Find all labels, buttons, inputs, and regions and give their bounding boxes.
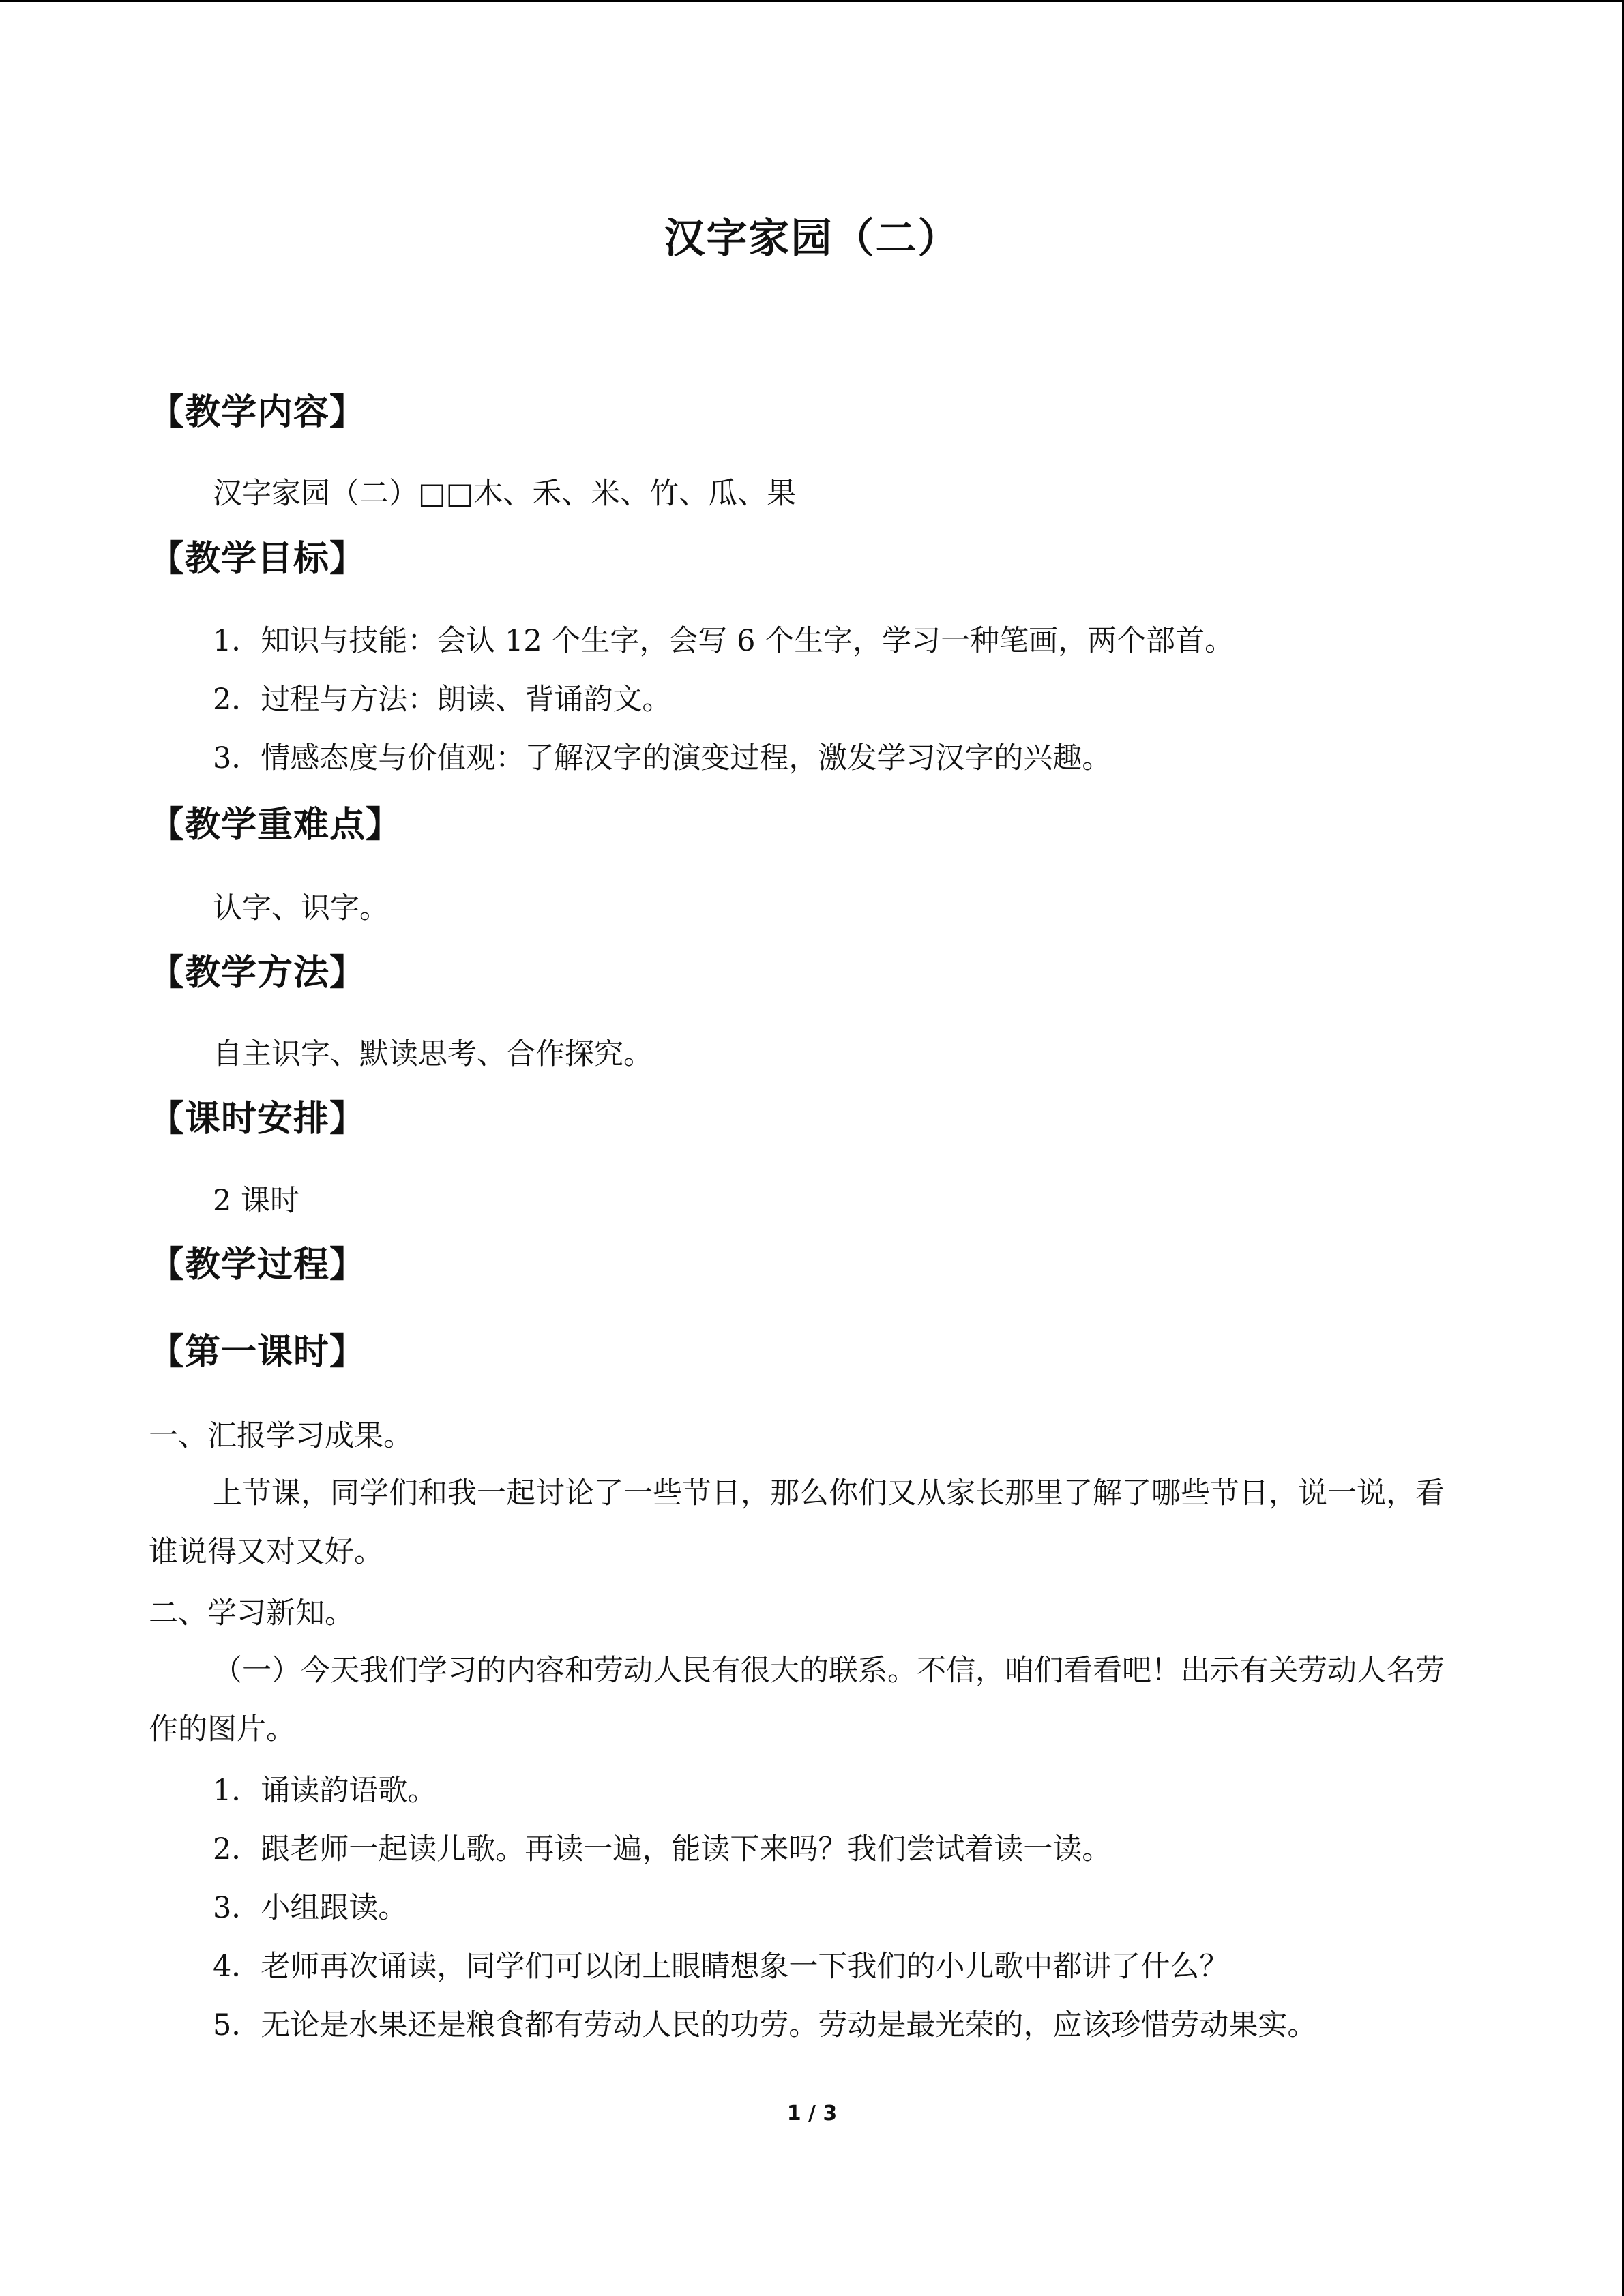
- teaching-content-text: 汉字家园（二）□□木、禾、米、竹、瓜、果: [213, 477, 797, 511]
- lesson1-step1-title: 一、汇报学习成果。: [149, 1419, 413, 1453]
- goal-item-2: 2．过程与方法：朗读、背诵韵文。: [213, 683, 672, 717]
- lesson1-step2-item-1: 1．诵读韵语歌。: [213, 1774, 437, 1808]
- heading-teaching-content: 【教学内容】: [149, 391, 366, 433]
- lesson1-step1-text: 上节课，同学们和我一起讨论了一些节日，那么你们又从家长那里了解了哪些节日，说一说，看谁说得又对又好。: [149, 1476, 1445, 1569]
- heading-teaching-methods: 【教学方法】: [149, 952, 366, 994]
- lesson1-step2-item-5: 5．无论是水果还是粮食都有劳动人民的功劳。劳动是最光荣的，应该珍惜劳动果实。: [213, 2008, 1317, 2042]
- heading-teaching-goals: 【教学目标】: [149, 538, 366, 580]
- schedule-text: 2 课时: [213, 1184, 300, 1218]
- key-points-text: 认字、识字。: [213, 891, 389, 925]
- lesson1-step2-title: 二、学习新知。: [149, 1596, 354, 1630]
- teaching-methods-text: 自主识字、默读思考、合作探究。: [213, 1037, 653, 1071]
- page-number: 1 / 3: [786, 2102, 838, 2126]
- heading-teaching-process: 【教学过程】: [149, 1244, 366, 1285]
- lesson1-step2-item-2: 2．跟老师一起读儿歌。再读一遍，能读下来吗？我们尝试着读一读。: [213, 1832, 1112, 1866]
- heading-key-points: 【教学重难点】: [149, 804, 402, 846]
- goal-item-3: 3．情感态度与价值观：了解汉字的演变过程，激发学习汉字的兴趣。: [213, 741, 1112, 775]
- heading-lesson-1: 【第一课时】: [149, 1331, 366, 1373]
- goal-item-1: 1．知识与技能：会认 12 个生字，会写 6 个生字，学习一种笔画，两个部首。: [213, 624, 1235, 658]
- lesson1-step2-intro: （一）今天我们学习的内容和劳动人民有很大的联系。不信，咱们看看吧！出示有关劳动人名劳作的图片。: [149, 1654, 1445, 1746]
- lesson1-step2-item-4: 4．老师再次诵读，同学们可以闭上眼睛想象一下我们的小儿歌中都讲了什么？: [213, 1950, 1229, 1984]
- page-top-border: [0, 0, 1624, 2]
- heading-schedule: 【课时安排】: [149, 1098, 366, 1139]
- lesson1-step2-item-3: 3．小组跟读。: [213, 1891, 408, 1925]
- document-title: 汉字家园（二）: [664, 215, 960, 263]
